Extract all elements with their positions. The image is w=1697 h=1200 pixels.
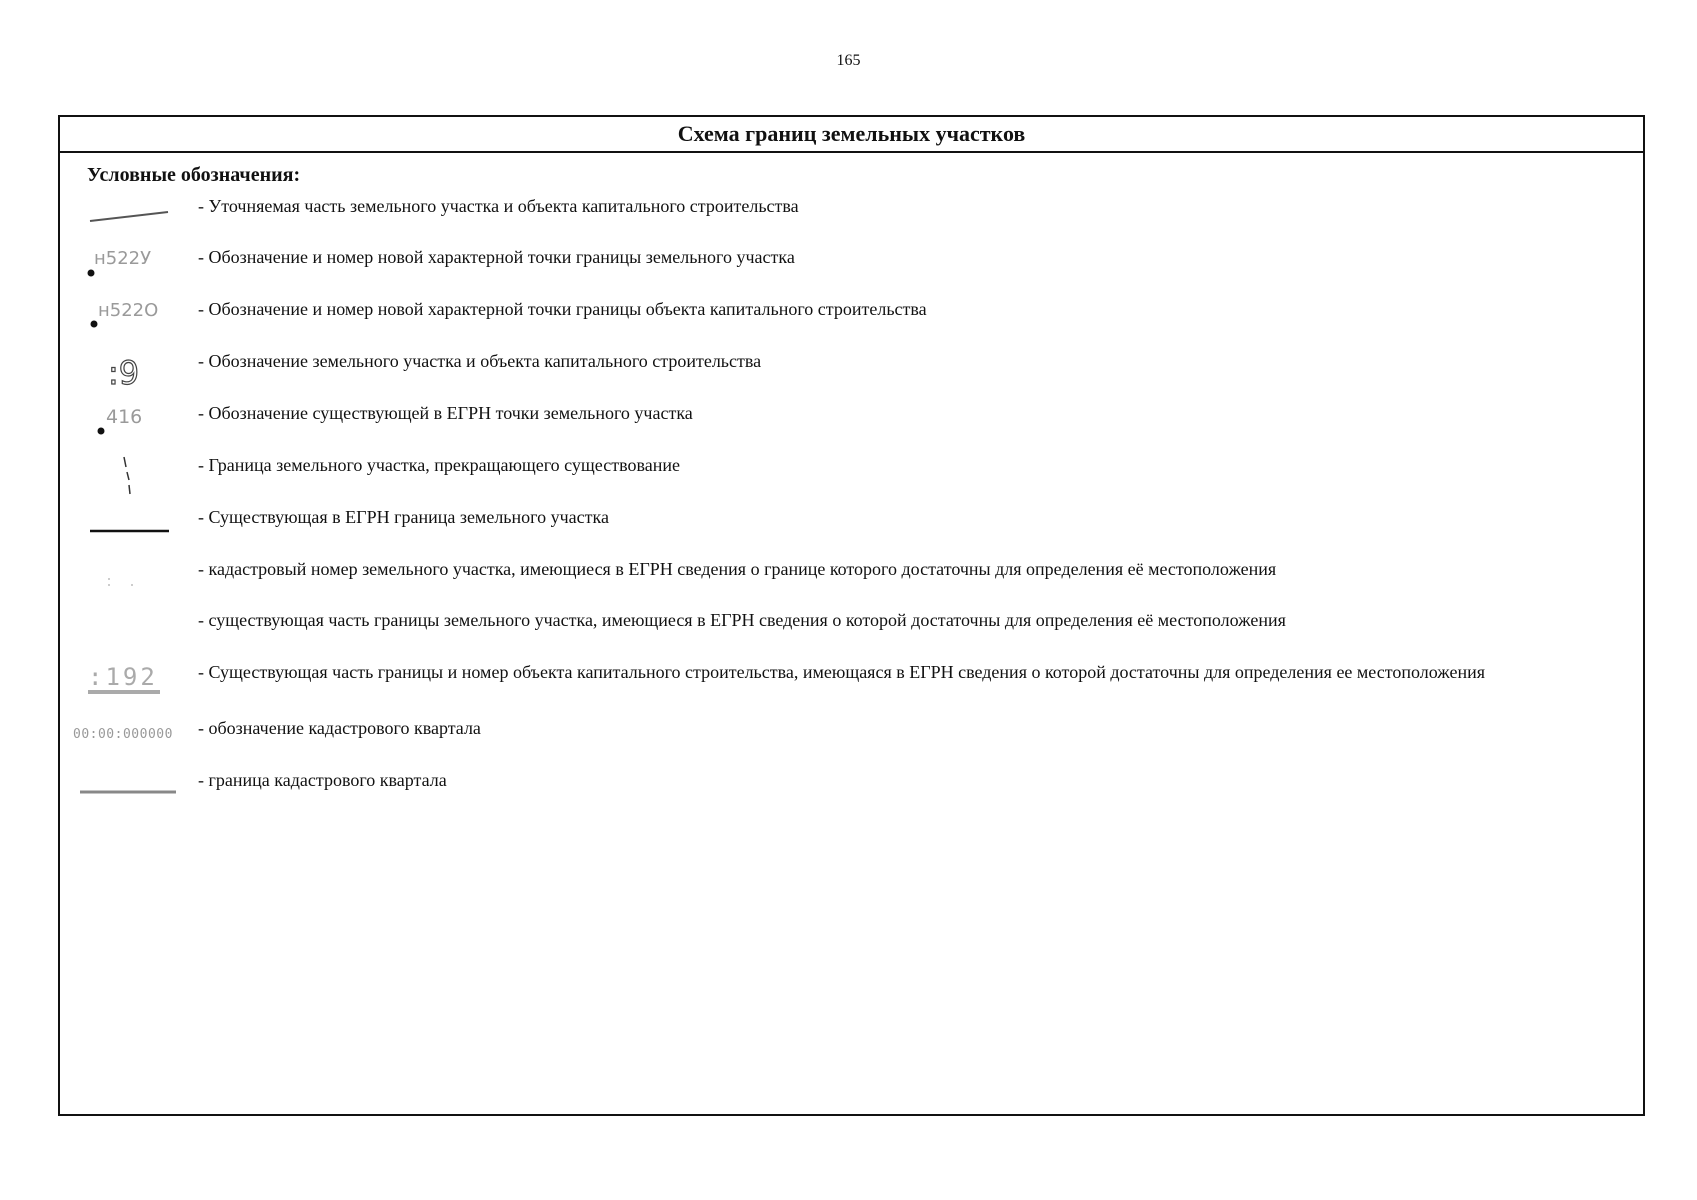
point-label: н522О — [98, 300, 159, 321]
cadastral-quarter-label-icon — [73, 717, 213, 761]
legend-text: - существующая часть границы земельного участка, имеющиеся в ЕГРН сведения о которой достаточны для определения её местоположения — [198, 610, 1286, 630]
legend-text: - Обозначение существующей в ЕГРН точки земельного участка — [198, 403, 693, 423]
existing-point-icon — [88, 402, 216, 446]
legend-text: - Уточняемая часть земельного участка и объекта капитального строительства — [198, 196, 799, 216]
existing-boundary-line-icon — [88, 506, 216, 550]
building-label: :192 — [88, 663, 158, 691]
legend-text: - Обозначение земельного участка и объекта капитального строительства — [198, 351, 762, 371]
building-boundary-icon — [88, 661, 216, 705]
new-land-point-icon — [88, 246, 216, 290]
new-building-point-icon — [88, 298, 216, 342]
legend-text: - Граница земельного участка, прекращающего существование — [198, 455, 680, 475]
page-number: 165 — [836, 52, 861, 69]
legend-text: - граница кадастрового квартала — [198, 770, 447, 790]
clarified-part-line-icon — [88, 195, 216, 239]
quarter-label: 00:00:000000 — [73, 727, 173, 742]
point-label: н522У — [94, 248, 152, 269]
legend-text: - Существующая в ЕГРН граница земельного участка — [198, 507, 609, 527]
legend-text: - Обозначение и номер новой характерной точки границы объекта капитального строительства — [198, 299, 927, 319]
legend-text: - Существующая часть границы и номер объекта капитального строительства, имеющаяся в ЕГРН сведения о которой достаточны для определения ее местоположения — [198, 662, 1486, 682]
legend-text: - Обозначение и номер новой характерной точки границы земельного участка — [198, 247, 795, 267]
point-label: 416 — [106, 406, 143, 428]
ceasing-boundary-icon — [88, 454, 216, 498]
parcel-label: :9 — [108, 354, 140, 392]
scheme-title: Схема границ земельных участков — [60, 117, 1643, 153]
cadastral-quarter-boundary-icon — [80, 769, 208, 813]
cadastral-number-icon — [88, 558, 216, 602]
scheme-frame — [58, 115, 1645, 1116]
legend-title: Условные обозначения: — [87, 164, 301, 186]
legend-text: - кадастровый номер земельного участка, имеющиеся в ЕГРН сведения о границе которого достаточны для определения её местоположения — [198, 559, 1277, 579]
existing-boundary-part-icon — [88, 609, 216, 653]
parcel-designation-icon — [88, 350, 216, 394]
legend-text: - обозначение кадастрового квартала — [198, 718, 481, 738]
